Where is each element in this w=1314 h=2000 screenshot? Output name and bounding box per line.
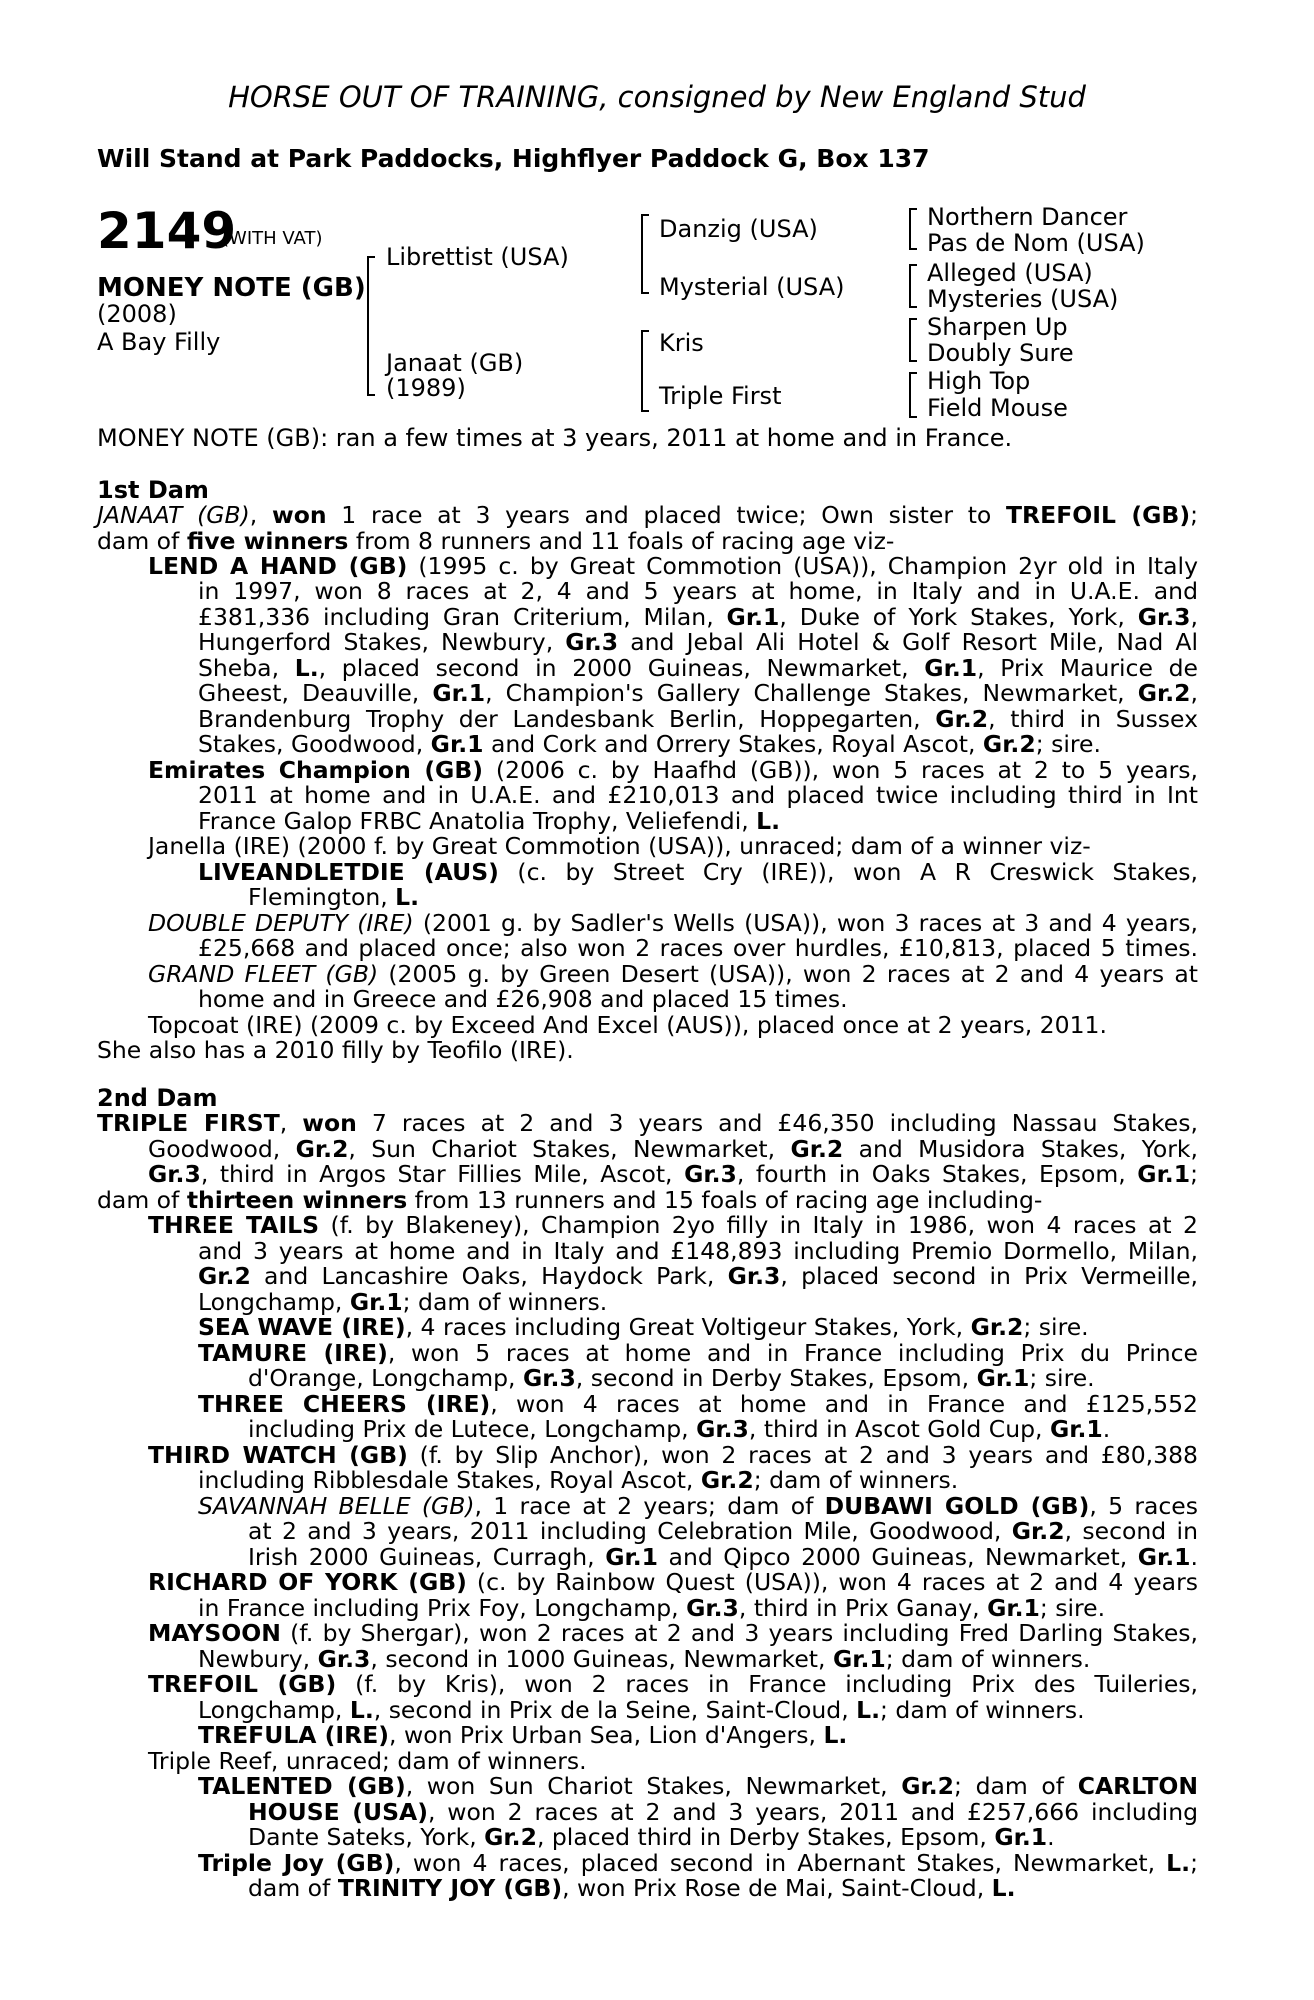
text: , xyxy=(1190,679,1198,707)
produce-name: TREFULA (IRE) xyxy=(198,1721,390,1749)
text: Gr.1 xyxy=(976,1364,1030,1392)
text: , xyxy=(1190,603,1198,631)
text: from 8 runners and 11 foals of racing age viz- xyxy=(348,527,895,555)
text: L. xyxy=(1166,1849,1191,1877)
text: DUBAWI GOLD (GB) xyxy=(824,1492,1090,1520)
produce-line: She also has a 2010 filly by Teofilo (IRE). xyxy=(97,1036,574,1064)
text: and Jebal Ali Hotel & Golf Resort Mile, Nad Al xyxy=(618,628,1198,656)
pedigree-g3: Alleged (USA) xyxy=(927,259,1093,287)
produce-line xyxy=(198,1723,847,1749)
text: , third in Prix Ganay, xyxy=(738,1594,988,1622)
produce-line xyxy=(198,936,1198,962)
text: Gr.2 xyxy=(295,1135,349,1163)
text: Newbury, xyxy=(198,1645,318,1673)
text: , fourth in Oaks Stakes, Epsom, xyxy=(736,1160,1138,1188)
lot-number: 2149 xyxy=(97,202,237,260)
produce-line xyxy=(198,681,1198,707)
text: Gr.3 xyxy=(686,1594,739,1622)
text: dam of xyxy=(97,1186,187,1214)
text: ; sire. xyxy=(1039,1594,1106,1622)
text: TREFOIL (GB) xyxy=(1006,501,1191,529)
text: ; dam of xyxy=(954,1772,1078,1800)
produce-line: Triple Reef, unraced; dam of winners. xyxy=(148,1747,587,1775)
produce-line xyxy=(148,962,1198,988)
text: L. xyxy=(856,1696,881,1724)
text: . xyxy=(1102,1415,1111,1443)
horse-description: A Bay Filly xyxy=(97,328,221,356)
text: Gr.3 xyxy=(522,1364,576,1392)
text: CARLTON xyxy=(1077,1772,1198,1800)
text: , Prix Maurice de xyxy=(977,654,1198,682)
produce-line xyxy=(248,1545,1198,1571)
text: and 3 years at home and in Italy and £148,893 including Premio Dormello, Milan, xyxy=(198,1237,1198,1265)
text: Gr.1 xyxy=(605,1543,659,1571)
text: Gr.1 xyxy=(1137,1543,1191,1571)
produce-line xyxy=(198,1315,1089,1341)
text: Gr.3 xyxy=(727,1262,781,1290)
text: , third in Argos Star Fillies Mile, Ascot, xyxy=(200,1160,685,1188)
text: , Duke of York Stakes, York, xyxy=(779,603,1138,631)
text: ; sire. xyxy=(1035,730,1101,758)
text: £381,336 including Gran Criterium, Milan, xyxy=(198,603,727,631)
pedigree-dam: Janaat (GB) xyxy=(386,349,524,377)
first-dam-line xyxy=(97,503,1198,529)
text: , won 4 races, placed second in Abernant Stakes, Newmarket, xyxy=(394,1849,1167,1877)
produce-name: THREE CHEERS (IRE) xyxy=(198,1390,491,1418)
text: Gheest, Deauville, xyxy=(198,679,433,707)
text: Gr.2 xyxy=(982,730,1036,758)
text: France Galop FRBC Anatolia Trophy, Veliefendi, xyxy=(198,807,757,835)
produce-line xyxy=(248,1417,1110,1443)
text: in 1997, won 8 races at 2, 4 and 5 years at home, in Italy and in U.A.E. and xyxy=(198,577,1198,605)
pedigree-g3: Doubly Sure xyxy=(927,339,1074,367)
text: Gr.1 xyxy=(1049,1415,1103,1443)
text: and Cork and Orrery Stakes, Royal Ascot, xyxy=(483,730,983,758)
text: ; sire. xyxy=(1029,1364,1095,1392)
produce-line xyxy=(198,732,1101,758)
produce-line xyxy=(198,809,780,835)
produce-name: Triple Joy (GB) xyxy=(198,1849,395,1877)
text: (c. by Rainbow Quest (USA)), won 4 races at 2 and 4 years xyxy=(466,1568,1198,1596)
text: , 4 races including Great Voltigeur Stakes, York, xyxy=(405,1313,971,1341)
produce-line xyxy=(148,758,1198,784)
text: L. xyxy=(991,1874,1016,1902)
produce-name: SEA WAVE (IRE) xyxy=(198,1313,406,1341)
produce-line xyxy=(248,1825,1055,1851)
produce-line xyxy=(198,605,1198,631)
pedigree-sire-dam: Mysterial (USA) xyxy=(659,273,845,301)
text: ; dam of winners. xyxy=(753,1466,959,1494)
text: , won 4 races at home and in France and £125,552 xyxy=(490,1390,1198,1418)
text: Gr.2 xyxy=(198,1262,251,1290)
text: Gr.2 xyxy=(935,705,989,733)
dam-name: JANAAT (GB) xyxy=(97,501,250,529)
text: L. xyxy=(756,807,781,835)
text: Gr.1 xyxy=(430,730,484,758)
produce-line xyxy=(248,1876,1016,1902)
text: , placed second in 2000 Guineas, Newmarket, xyxy=(318,654,925,682)
race-summary: MONEY NOTE (GB): ran a few times at 3 years, 2011 at home and in France. xyxy=(97,424,1013,452)
text: . xyxy=(1190,1543,1198,1571)
produce-name: TALENTED (GB) xyxy=(198,1772,406,1800)
text: , won Prix Urban Sea, Lion d'Angers, xyxy=(389,1721,824,1749)
text: (f. by Blakeney), Champion 2yo filly in Italy in 1986, won 4 races at 2 xyxy=(319,1211,1198,1239)
text: Gr.2 xyxy=(1011,1517,1065,1545)
pedigree-dam-sire: Kris xyxy=(659,329,704,357)
horse-name: MONEY NOTE (GB) xyxy=(97,273,366,303)
produce-name: RICHARD OF YORK (GB) xyxy=(148,1568,467,1596)
pedigree-g3: High Top xyxy=(927,367,1031,395)
text: (2006 c. by Haafhd (GB)), won 5 races at 2 to 5 years, xyxy=(483,756,1198,784)
brace xyxy=(367,256,375,396)
text: (2005 g. by Green Desert (USA)), won 2 races at 2 and 4 years at xyxy=(378,960,1198,988)
produce-line xyxy=(198,1596,1105,1622)
pedigree-dam-dam: Triple First xyxy=(659,382,782,410)
text: including Ribblesdale Stakes, Royal Ascot, xyxy=(198,1466,701,1494)
text: , won 2 races at 2 and 3 years, 2011 and £257,666 including xyxy=(427,1798,1199,1826)
text: ; xyxy=(1190,1160,1199,1188)
produce-name: TREFOIL (GB) xyxy=(148,1670,337,1698)
produce-name: LIVEANDLETDIE (AUS) xyxy=(198,858,499,886)
produce-line xyxy=(248,1800,1198,1826)
text: thirteen winners xyxy=(186,1186,408,1214)
text: Gr.3 xyxy=(696,1415,749,1443)
text: ; dam of winners. xyxy=(885,1645,1091,1673)
text: dam of xyxy=(97,527,187,555)
produce-name: SAVANNAH BELLE (GB) xyxy=(198,1492,475,1520)
text: Gr.3 xyxy=(317,1645,371,1673)
text: (c. by Street Cry (IRE)), won A R Creswick Stakes, xyxy=(498,858,1198,886)
text: Gr.1 xyxy=(432,679,486,707)
pedigree-sire: Librettist (USA) xyxy=(386,243,569,271)
produce-line xyxy=(148,1570,1198,1596)
text: , placed second in Prix Vermeille, xyxy=(780,1262,1198,1290)
text: , second in 1000 Guineas, Newmarket, xyxy=(370,1645,833,1673)
second-dam-heading: 2nd Dam xyxy=(97,1084,218,1112)
text: , second in xyxy=(1064,1517,1198,1545)
produce-name: THIRD WATCH (GB) xyxy=(148,1441,408,1469)
text: Flemington, xyxy=(248,883,396,911)
produce-line xyxy=(198,783,1198,809)
text: including Prix de Lutece, Longchamp, xyxy=(248,1415,697,1443)
text: and Lancashire Oaks, Haydock Park, xyxy=(250,1262,728,1290)
produce-line xyxy=(198,1851,1198,1877)
text: HOUSE (USA) xyxy=(248,1798,428,1826)
text: Hungerford Stakes, Newbury, xyxy=(198,628,566,656)
text: Gr.2 xyxy=(1137,679,1191,707)
text: L. xyxy=(294,654,319,682)
produce-line: Janella (IRE) (2000 f. by Great Commotion (USA)), unraced; dam of a winner viz- xyxy=(148,832,1091,860)
produce-line xyxy=(198,656,1198,682)
stand-location: Will Stand at Park Paddocks, Highflyer Paddock G, Box 137 xyxy=(97,144,930,173)
produce-line xyxy=(198,860,1198,886)
produce-line xyxy=(198,1774,1198,1800)
text: Gr.2 xyxy=(484,1823,537,1851)
brace xyxy=(641,214,649,294)
text: TRINITY JOY (GB) xyxy=(337,1874,563,1902)
produce-name: GRAND FLEET (GB) xyxy=(148,960,379,988)
text: L. xyxy=(823,1721,848,1749)
text: , won Prix Rose de Mai, Saint-Cloud, xyxy=(562,1874,992,1902)
first-dam-line xyxy=(97,529,894,555)
text: Gr.1 xyxy=(1137,1160,1191,1188)
text: (f. by Kris), won 2 races in France including Prix des Tuileries, xyxy=(336,1670,1198,1698)
text: from 13 runners and 15 foals of racing age including- xyxy=(407,1186,1043,1214)
text: 7 races at 2 and 3 years and £46,350 including Nassau Stakes, xyxy=(356,1109,1198,1137)
text: , won 5 races at home and in France including Prix du Prince xyxy=(387,1339,1198,1367)
produce-line xyxy=(148,911,1198,937)
brace xyxy=(909,372,917,418)
text: , third in Ascot Gold Cup, xyxy=(748,1415,1050,1443)
second-dam-line xyxy=(148,1162,1198,1188)
text: Gr.1 xyxy=(987,1594,1040,1622)
text: £25,668 and placed once; also won 2 races over hurdles, £10,813, placed 5 times. xyxy=(198,934,1198,962)
text: Gr.3 xyxy=(565,628,619,656)
produce-line xyxy=(198,630,1198,656)
text: and Musidora Stakes, York, xyxy=(843,1135,1199,1163)
pedigree-g3: Mysteries (USA) xyxy=(927,285,1119,313)
produce-line xyxy=(148,554,1198,580)
text: (1995 c. by Great Commotion (USA)), Champion 2yr old in Italy xyxy=(407,552,1198,580)
text: Gr.1 xyxy=(924,654,978,682)
produce-line: Topcoat (IRE) (2009 c. by Exceed And Excel (AUS)), placed once at 2 years, 2011. xyxy=(148,1011,1107,1039)
text: 1 race at 3 years and placed twice; Own sister to xyxy=(326,501,1007,529)
text: Gr.2 xyxy=(901,1772,955,1800)
produce-name: Emirates Champion (GB) xyxy=(148,756,484,784)
text: Longchamp, xyxy=(198,1696,350,1724)
pedigree-sire-sire: Danzig (USA) xyxy=(659,215,818,243)
pedigree-g3: Northern Dancer xyxy=(927,203,1128,231)
text: . xyxy=(1047,1823,1055,1851)
text: (2001 g. by Sadler's Wells (USA)), won 3 races at 3 and 4 years, xyxy=(413,909,1199,937)
first-dam-heading: 1st Dam xyxy=(97,476,209,504)
text: , Sun Chariot Stakes, Newmarket, xyxy=(348,1135,791,1163)
text: and Qipco 2000 Guineas, Newmarket, xyxy=(658,1543,1138,1571)
vat-note: (WITH VAT) xyxy=(222,228,323,249)
text: , xyxy=(279,1109,303,1137)
horse-year: (2008) xyxy=(97,300,177,328)
dam-name: TRIPLE FIRST xyxy=(97,1109,280,1137)
text: Gr.2 xyxy=(790,1135,844,1163)
text: at 2 and 3 years, 2011 including Celebration Mile, Goodwood, xyxy=(248,1517,1012,1545)
text: (f. by Shergar), won 2 races at 2 and 3 years including Fred Darling Stakes, xyxy=(280,1619,1198,1647)
produce-line xyxy=(198,1647,1090,1673)
second-dam-line xyxy=(97,1188,1042,1214)
produce-line xyxy=(248,885,419,911)
text: in France including Prix Foy, Longchamp, xyxy=(198,1594,687,1622)
produce-name: THREE TAILS xyxy=(148,1211,320,1239)
produce-line xyxy=(198,707,1198,733)
text: , xyxy=(249,501,272,529)
produce-name: TAMURE (IRE) xyxy=(198,1339,388,1367)
text: Goodwood, xyxy=(148,1135,296,1163)
produce-line xyxy=(198,1392,1198,1418)
pedigree-g3: Field Mouse xyxy=(927,394,1068,422)
second-dam-line xyxy=(148,1137,1198,1163)
text: , 1 race at 2 years; dam of xyxy=(474,1492,825,1520)
text: L. xyxy=(349,1696,374,1724)
text: L. xyxy=(395,883,420,911)
text: Sheba, xyxy=(198,654,295,682)
text: (f. by Slip Anchor), won 2 races at 2 and 3 years and £80,388 xyxy=(407,1441,1198,1469)
pedigree-dam-year: (1989) xyxy=(386,374,466,402)
text: Stakes, Goodwood, xyxy=(198,730,431,758)
text: , 5 races xyxy=(1089,1492,1199,1520)
text: ; xyxy=(1190,1849,1198,1877)
pedigree-g3: Sharpen Up xyxy=(927,313,1068,341)
produce-line xyxy=(248,1366,1095,1392)
produce-line: home and in Greece and £26,908 and placed 15 times. xyxy=(198,985,848,1013)
text: won xyxy=(271,501,327,529)
text: Gr.3 xyxy=(148,1160,201,1188)
text: Gr.1 xyxy=(726,603,780,631)
second-dam-line xyxy=(97,1111,1198,1137)
produce-line xyxy=(148,1443,1198,1469)
produce-line xyxy=(198,1290,607,1316)
brace xyxy=(909,208,917,250)
pedigree-g3: Pas de Nom (USA) xyxy=(927,229,1145,257)
text: , third in Sussex xyxy=(988,705,1199,733)
brace xyxy=(909,264,917,308)
text: five winners xyxy=(186,527,349,555)
produce-name: MAYSOON xyxy=(148,1619,281,1647)
text: Gr.3 xyxy=(684,1160,737,1188)
text: 2011 at home and in U.A.E. and £210,013 and placed twice including third in Int xyxy=(198,781,1198,809)
text: Dante Sateks, York, xyxy=(248,1823,485,1851)
text: ; xyxy=(1190,501,1198,529)
text: Gr.1 xyxy=(994,1823,1048,1851)
text: ; dam of winners. xyxy=(880,1696,1085,1724)
produce-name: DOUBLE DEPUTY (IRE) xyxy=(148,909,414,937)
produce-line xyxy=(198,1468,958,1494)
text: , second in Derby Stakes, Epsom, xyxy=(575,1364,977,1392)
text: won xyxy=(302,1109,357,1137)
produce-line xyxy=(248,1519,1198,1545)
text: , second in Prix de la Seine, Saint-Cloud, xyxy=(373,1696,857,1724)
text: Gr.1 xyxy=(349,1288,403,1316)
produce-line xyxy=(198,1341,1198,1367)
produce-line xyxy=(198,579,1198,605)
text: , placed third in Derby Stakes, Epsom, xyxy=(536,1823,995,1851)
text: , Champion's Gallery Challenge Stakes, Newmarket, xyxy=(485,679,1138,707)
text: ; sire. xyxy=(1023,1313,1089,1341)
produce-name: LEND A HAND (GB) xyxy=(148,552,408,580)
text: Gr.2 xyxy=(970,1313,1024,1341)
produce-line xyxy=(148,1213,1198,1239)
text: Brandenburg Trophy der Landesbank Berlin, Hoppegarten, xyxy=(198,705,936,733)
produce-line xyxy=(198,1264,1198,1290)
produce-line xyxy=(148,1621,1198,1647)
text: d'Orange, Longchamp, xyxy=(248,1364,523,1392)
produce-line xyxy=(198,1698,1085,1724)
brace xyxy=(641,330,649,412)
text: , won Sun Chariot Stakes, Newmarket, xyxy=(405,1772,902,1800)
produce-line xyxy=(198,1239,1198,1265)
text: Gr.1 xyxy=(832,1645,886,1673)
text: ; dam of winners. xyxy=(402,1288,608,1316)
text: Longchamp, xyxy=(198,1288,350,1316)
text: Gr.2 xyxy=(700,1466,754,1494)
produce-line xyxy=(198,1494,1198,1520)
produce-line xyxy=(148,1672,1198,1698)
text: dam of xyxy=(248,1874,338,1902)
text: Irish 2000 Guineas, Curragh, xyxy=(248,1543,606,1571)
text: Gr.3 xyxy=(1137,603,1191,631)
brace xyxy=(909,318,917,362)
catalogue-header: HORSE OUT OF TRAINING, consigned by New England Stud xyxy=(228,80,1086,114)
